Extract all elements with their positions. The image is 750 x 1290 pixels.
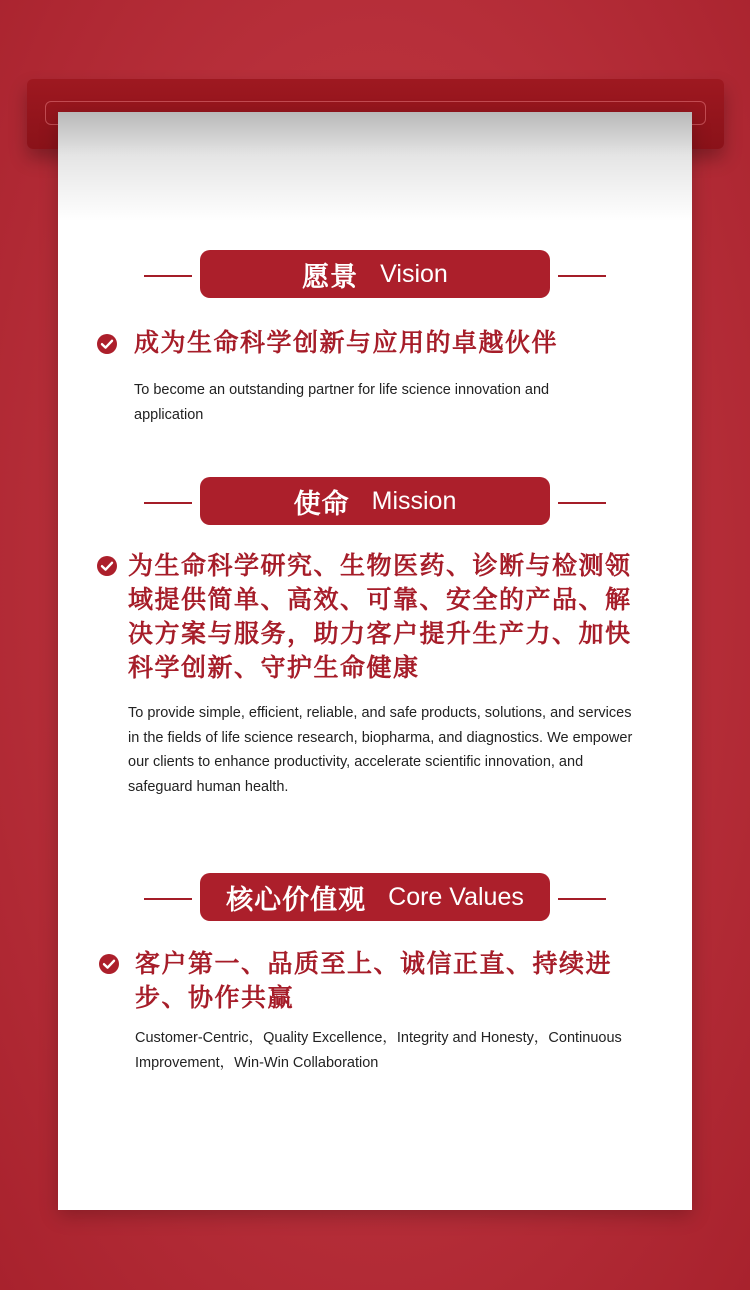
mission-section <box>58 477 692 795</box>
values-statement-zh: 客户第一、品质至上、诚信正直、持续进步、协作共赢 <box>135 950 613 1012</box>
values-title-pill <box>200 873 550 921</box>
vision-statement-en: To become an outstanding partner for life science innovation and application <box>134 382 550 423</box>
vision-title-zh: 愿景 <box>302 261 359 292</box>
heading-line-left <box>144 275 192 277</box>
mission-title-pill <box>200 477 550 525</box>
vision-statement-zh: 成为生命科学创新与应用的卓越伙伴 <box>134 329 559 357</box>
vision-heading <box>58 250 692 298</box>
heading-line-right <box>558 898 606 900</box>
values-heading <box>58 873 692 921</box>
heading-line-right <box>558 275 606 277</box>
mission-statement-zh: 为生命科学研究、生物医药、诊断与检测领域提供简单、高效、可靠、安全的产品、解决方案与服务，助力客户提升生产力、加快科学创新、守护生命健康 <box>128 552 632 682</box>
values-title-en: Core Values <box>388 882 524 911</box>
heading-line-left <box>144 898 192 900</box>
check-circle-icon <box>96 555 118 577</box>
values-section <box>58 873 692 1071</box>
check-circle-icon <box>98 953 120 975</box>
mission-heading <box>58 477 692 525</box>
mission-title-zh: 使命 <box>293 488 350 519</box>
mission-title-en: Mission <box>371 486 457 515</box>
check-circle-icon <box>96 333 118 355</box>
values-statement-en: Customer-Centric，Quality Excellence，Integrity and Honesty，Continuous Improvement，Win-Win Collaboration <box>135 1030 622 1071</box>
heading-line-right <box>558 502 606 504</box>
heading-line-left <box>144 502 192 504</box>
vision-title-pill <box>200 250 550 298</box>
vision-section <box>58 250 692 423</box>
mission-statement-en: To provide simple, efficient, reliable, and safe products, solutions, and services in the fields of life science research, biopharma, and diagnostics. We empower our clients to enhance productivity, accelerate scientific innovation, and safeguard human health. <box>128 705 633 795</box>
paper-shadow <box>58 112 692 222</box>
content-paper <box>58 112 692 1210</box>
vision-title-en: Vision <box>380 259 448 288</box>
values-title-zh: 核心价值观 <box>226 884 367 915</box>
